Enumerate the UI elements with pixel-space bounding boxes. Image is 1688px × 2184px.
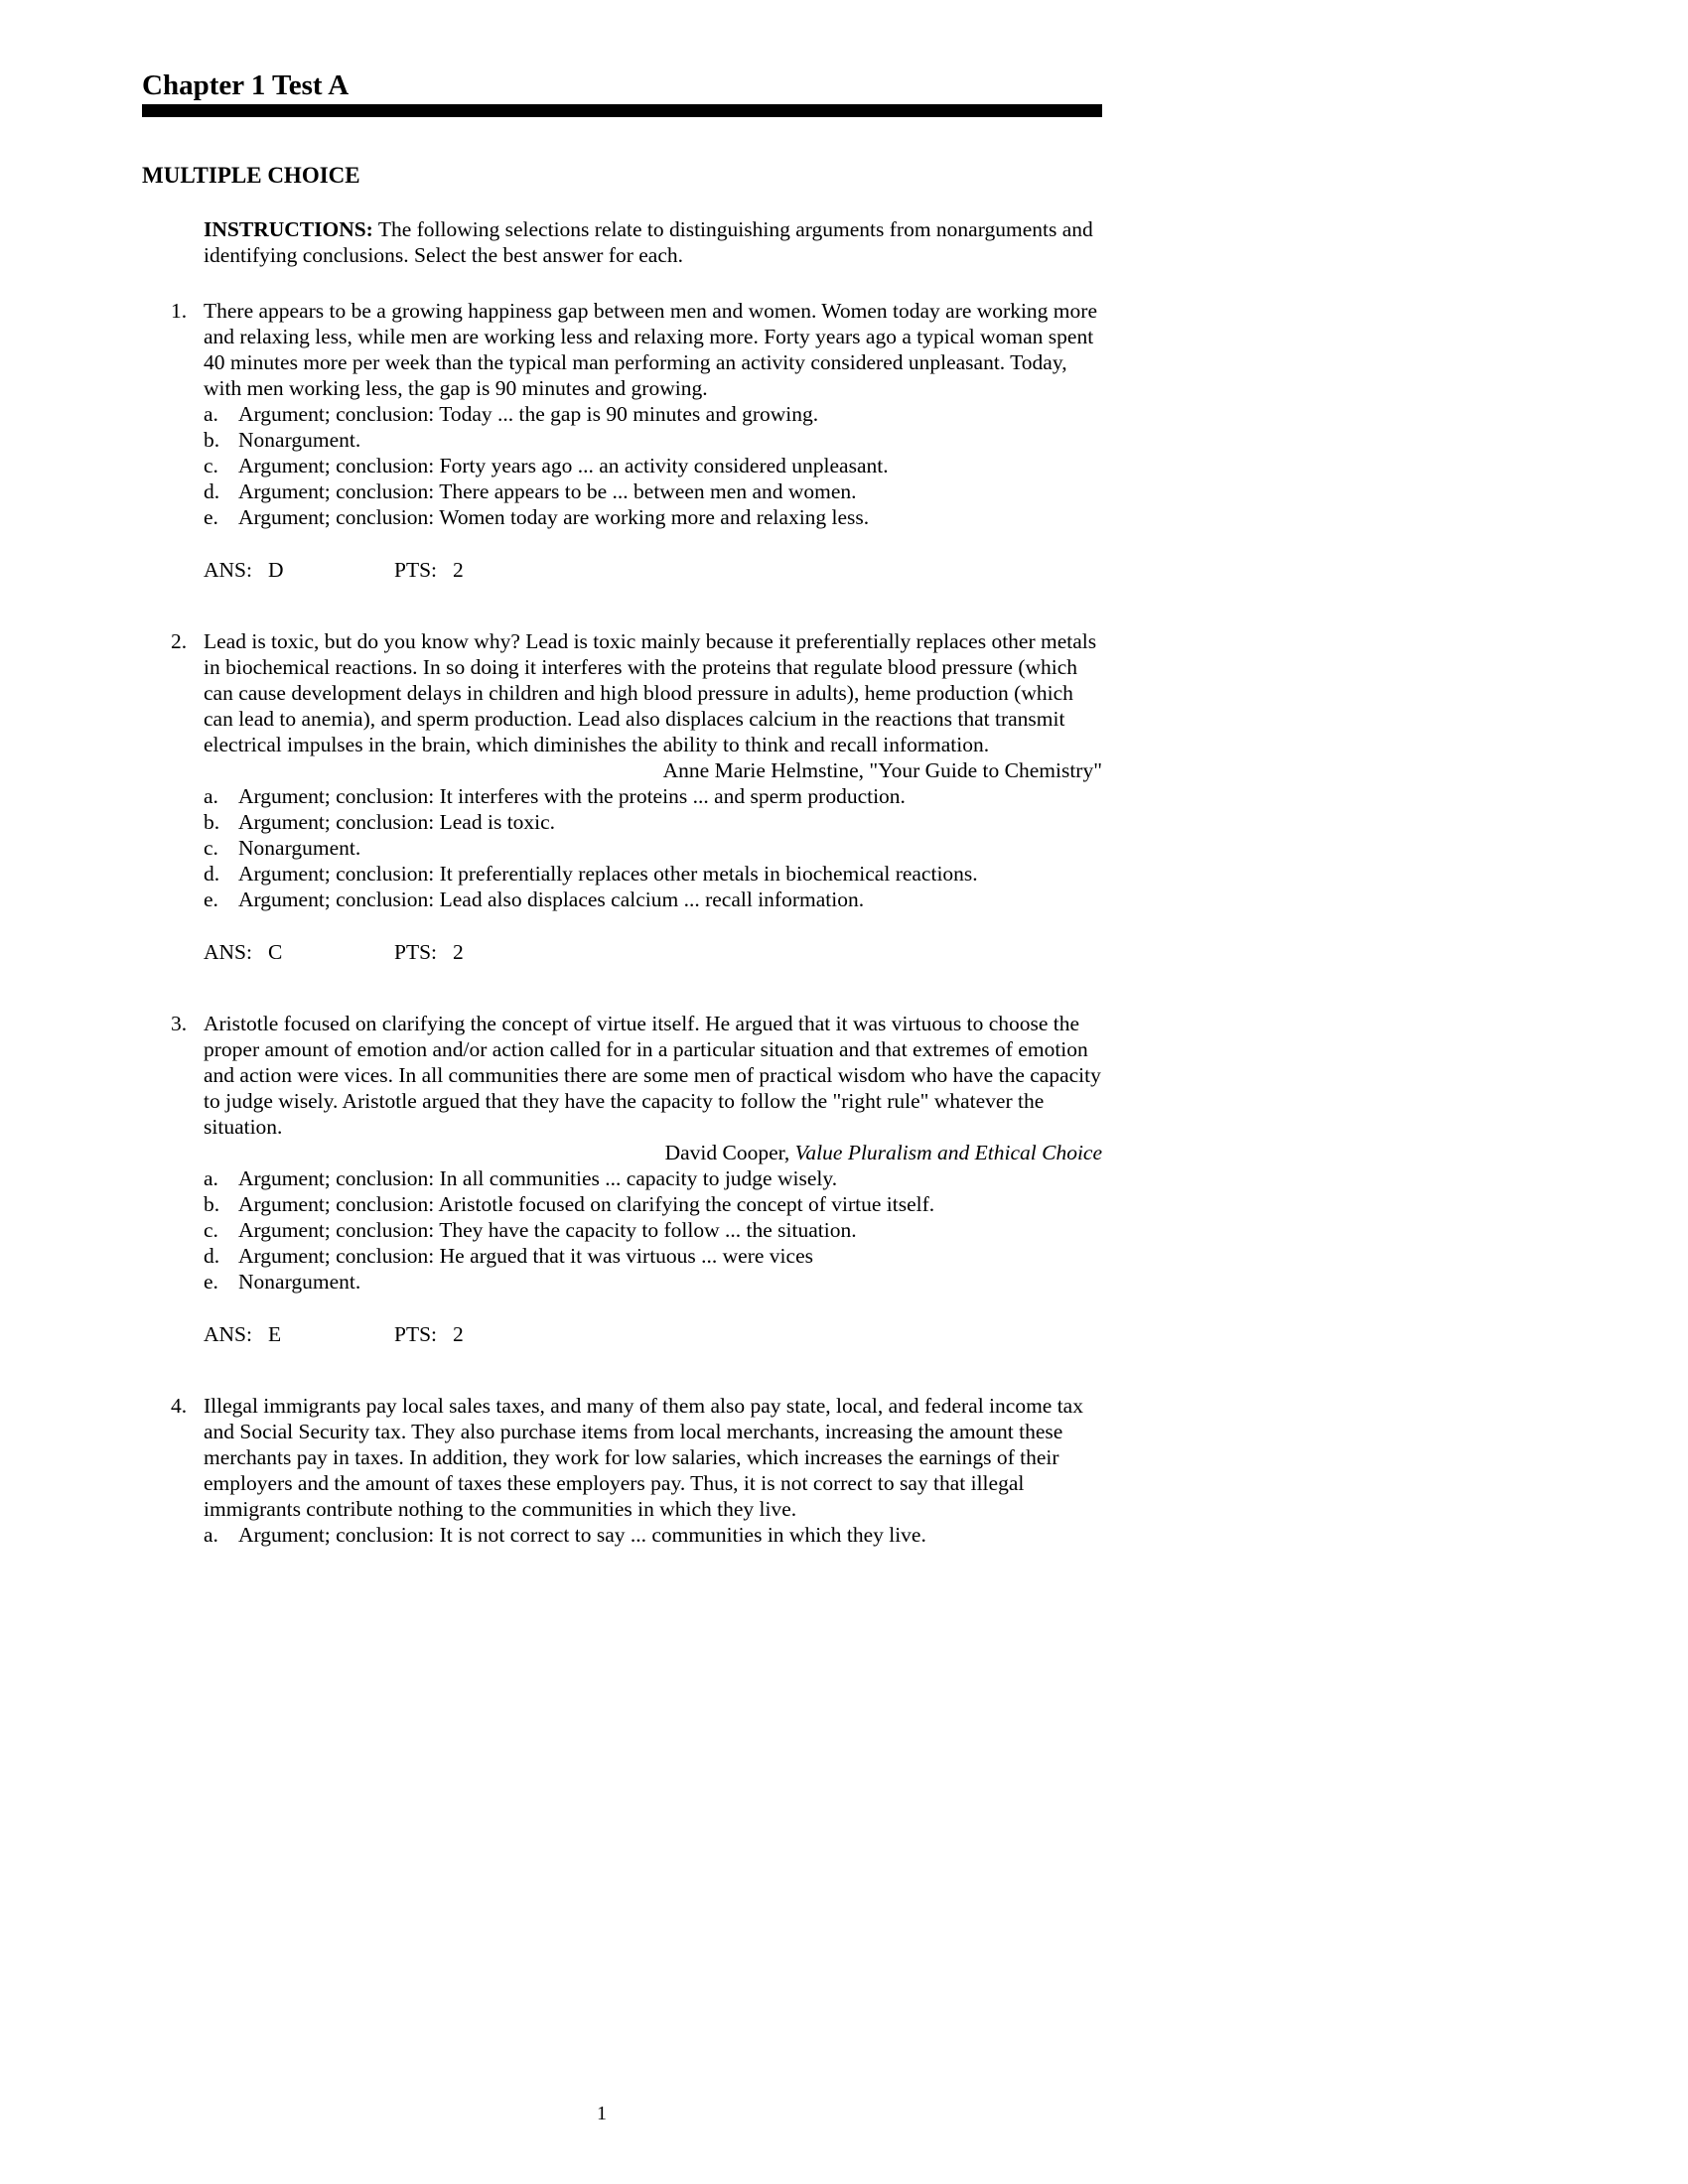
option-letter: a. [204,1166,218,1190]
option-text: Argument; conclusion: He argued that it was virtuous ... were vices [238,1244,813,1268]
option-row [142,453,1102,478]
question-stem: Illegal immigrants pay local sales taxes, and many of them also pay state, local, and federal income tax and Social Security tax. They also purchase items from local merchants, increasing the amount these merchants pay in taxes. In addition, they work for low salaries, which increases the earnings of their employers and the amount of taxes these employers pay. Thus, it is not correct to say that illegal immigrants contribute nothing to the communities in which they live. [204,1394,1083,1521]
answer-line [142,939,1102,965]
option-row [142,1269,1102,1295]
instructions [142,216,1102,268]
attribution-text: David Cooper, [664,1141,795,1164]
option-letter: b. [204,428,220,452]
answer-label: ANS: [204,940,252,964]
answer-line [142,557,1102,583]
option-text: Argument; conclusion: It preferentially replaces other metals in biochemical reactions. [238,862,978,886]
option-row [142,861,1102,887]
question-2 [142,628,1102,757]
option-letter: b. [204,1192,220,1216]
points-label: PTS: [394,558,438,582]
option-letter: c. [204,1218,218,1242]
answer-group [204,557,394,583]
question-1 [142,298,1102,401]
option-row [142,783,1102,809]
question-stem: Aristotle focused on clarifying the concept of virtue itself. He argued that it was virtuous to choose the proper amount of emotion and/or action called for in a particular situation and that extremes of emotion and action were vices. In all communities there are some men of practical wisdom who have the capacity to judge wisely. Aristotle argued that they have the capacity to follow the "right rule" whatever the situation. [204,1012,1101,1139]
option-row [142,401,1102,427]
question-3 [142,1011,1102,1140]
option-text: Argument; conclusion: There appears to be ... between men and women. [238,479,857,503]
attribution [142,1140,1102,1165]
answer-value: D [267,558,284,582]
question-4 [142,1393,1102,1522]
option-letter: e. [204,1270,218,1294]
option-text: Argument; conclusion: Forty years ago ... an activity considered unpleasant. [238,454,889,478]
option-letter: b. [204,810,220,834]
option-letter: d. [204,1244,220,1268]
question-number: 2. [171,629,188,653]
attribution-text: Anne Marie Helmstine, "Your Guide to Chemistry" [662,758,1102,782]
answer-line [142,1321,1102,1347]
attribution [142,757,1102,783]
points-value: 2 [453,940,464,964]
page-number: 1 [597,2103,607,2124]
option-letter: c. [204,454,218,478]
option-text: Argument; conclusion: In all communities ... capacity to judge wisely. [238,1166,838,1190]
answer-group [204,1321,394,1347]
option-text: Argument; conclusion: It is not correct to say ... communities in which they live. [238,1523,926,1547]
page-title: Chapter 1 Test A [142,69,350,101]
answer-label: ANS: [204,558,252,582]
attribution-title: Value Pluralism and Ethical Choice [794,1141,1102,1164]
option-row [142,1165,1102,1191]
option-text: Nonargument. [238,1270,361,1294]
title-rule [142,104,1102,117]
option-row [142,1243,1102,1269]
option-row [142,1522,1102,1548]
option-letter: e. [204,505,218,529]
option-row [142,1191,1102,1217]
option-text: Nonargument. [238,836,361,860]
page-content [142,69,1102,1548]
answer-value: C [267,940,283,964]
instructions-label: INSTRUCTIONS: [204,217,373,241]
points-value: 2 [453,1322,464,1346]
option-text: Argument; conclusion: Today ... the gap is 90 minutes and growing. [238,402,819,426]
option-text: Nonargument. [238,428,361,452]
option-row [142,478,1102,504]
question-stem: There appears to be a growing happiness gap between men and women. Women today are working more and relaxing less, while men are working less and relaxing more. Forty years ago a typical woman spent 40 minutes more per week than the typical man performing an activity considered unpleasant. Today, with men working less, the gap is 90 minutes and growing. [204,299,1097,400]
option-text: Argument; conclusion: Aristotle focused on clarifying the concept of virtue itself. [238,1192,935,1216]
instructions-text: The following selections relate to distinguishing arguments from nonarguments and identifying conclusions. Select the best answer for each. [204,217,1093,267]
option-row [142,504,1102,530]
option-letter: d. [204,862,220,886]
option-text: Argument; conclusion: Women today are working more and relaxing less. [238,505,870,529]
option-text: Argument; conclusion: They have the capacity to follow ... the situation. [238,1218,857,1242]
option-row [142,809,1102,835]
option-text: Argument; conclusion: It interferes with the proteins ... and sperm production. [238,784,906,808]
option-letter: a. [204,1523,218,1547]
option-row [142,835,1102,861]
answer-label: ANS: [204,1322,252,1346]
option-letter: e. [204,887,218,911]
option-letter: d. [204,479,220,503]
answer-group [204,939,394,965]
question-number: 3. [171,1012,188,1035]
points-label: PTS: [394,1322,438,1346]
option-letter: a. [204,784,218,808]
option-letter: a. [204,402,218,426]
option-row [142,887,1102,912]
option-text: Argument; conclusion: Lead also displaces calcium ... recall information. [238,887,865,911]
question-number: 4. [171,1394,188,1418]
answer-value: E [267,1322,282,1346]
option-letter: c. [204,836,218,860]
question-stem: Lead is toxic, but do you know why? Lead is toxic mainly because it preferentially replaces other metals in biochemical reactions. In so doing it interferes with the proteins that regulate blood pressure (which can cause development delays in children and high blood pressure in adults), heme production (which can lead to anemia), and sperm production. Lead also displaces calcium in the reactions that transmit electrical impulses in the brain, which diminishes the ability to think and recall information. [204,629,1097,756]
option-row [142,1217,1102,1243]
points-label: PTS: [394,940,438,964]
section-heading: MULTIPLE CHOICE [142,163,360,188]
points-value: 2 [453,558,464,582]
question-number: 1. [171,299,188,323]
option-row [142,427,1102,453]
option-text: Argument; conclusion: Lead is toxic. [238,810,556,834]
